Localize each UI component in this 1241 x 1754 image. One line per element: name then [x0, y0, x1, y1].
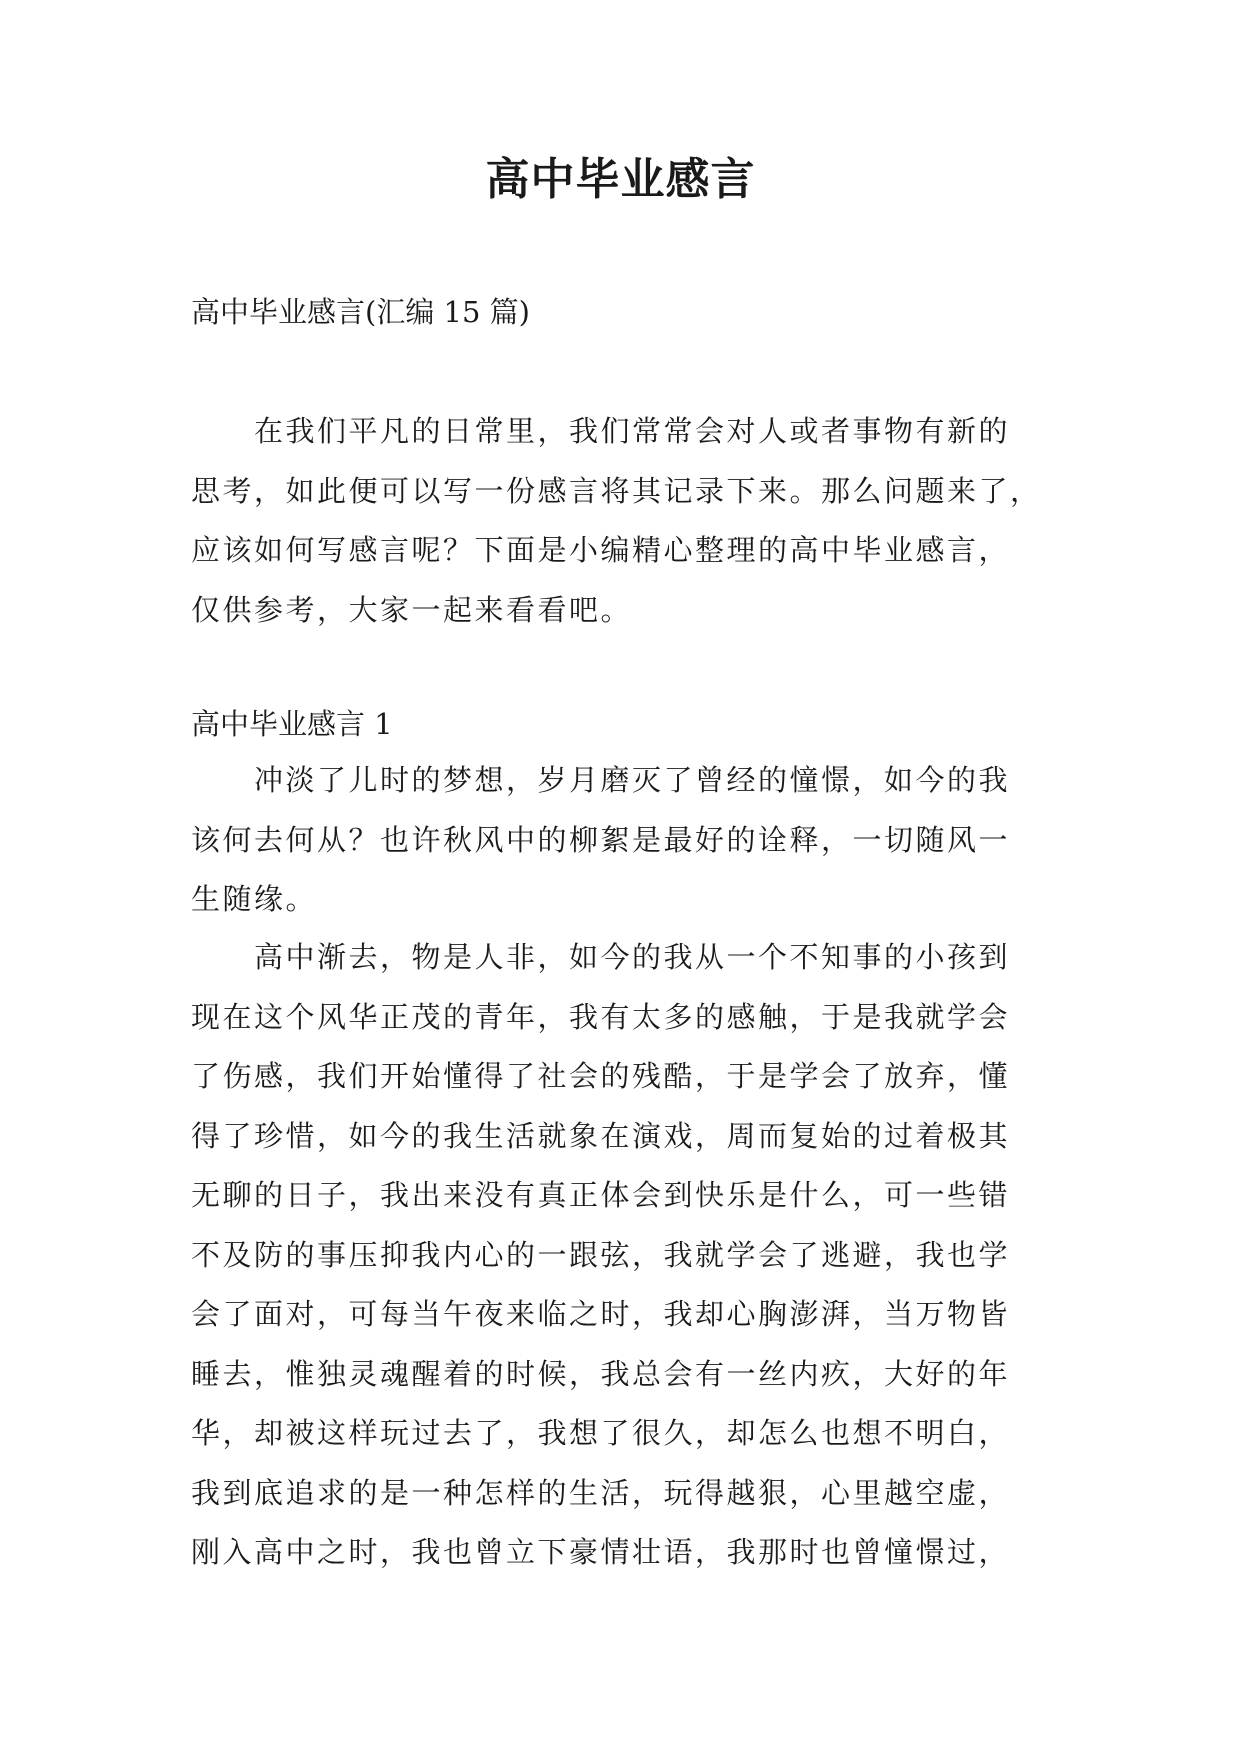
paragraph-line: 无聊的日子，我出来没有真正体会到快乐是什么，可一些错	[191, 1178, 1011, 1212]
paragraph-line: 高中渐去，物是人非，如今的我从一个不知事的小孩到	[191, 940, 1011, 974]
intro-paragraph	[191, 402, 1042, 640]
paragraph-line: 我到底追求的是一种怎样的生活，玩得越狠，心里越空虚，	[191, 1475, 1011, 1510]
intro-line: 思考，如此便可以写一份感言将其记录下来。那么问题来了，	[191, 473, 1042, 508]
intro-line: 在我们平凡的日常里，我们常常会对人或者事物有新的	[191, 414, 1011, 448]
intro-line: 应该如何写感言呢？下面是小编精心整理的高中毕业感言，	[191, 533, 1011, 567]
document-title: 高中毕业感言	[485, 154, 756, 205]
paragraph-line: 生随缘。	[191, 882, 318, 916]
intro-line: 仅供参考，大家一起来看看吧。	[191, 592, 633, 627]
paragraph-line: 得了珍惜，如今的我生活就象在演戏，周而复始的过着极其	[191, 1118, 1011, 1153]
paragraph-line: 该何去何从？也许秋风中的柳絮是最好的诠释，一切随风一	[191, 822, 1011, 857]
document-subtitle: 高中毕业感言(汇编 15 篇)	[191, 295, 530, 329]
paragraph-line: 华，却被这样玩过去了，我想了很久，却怎么也想不明白，	[191, 1416, 1011, 1450]
section-heading: 高中毕业感言 1	[191, 707, 393, 741]
body-paragraph-1	[191, 751, 1010, 930]
paragraph-line: 会了面对，可每当午夜来临之时，我却心胸澎湃，当万物皆	[191, 1297, 1011, 1331]
body-paragraph-2	[191, 928, 1010, 1583]
paragraph-line: 不及防的事压抑我内心的一跟弦，我就学会了逃避，我也学	[191, 1237, 1011, 1272]
paragraph-line: 刚入高中之时，我也曾立下豪情壮语，我那时也曾憧憬过，	[191, 1535, 1011, 1569]
paragraph-line: 睡去，惟独灵魂醒着的时候，我总会有一丝内疚，大好的年	[191, 1356, 1011, 1391]
paragraph-line: 现在这个风华正茂的青年，我有太多的感触，于是我就学会	[191, 999, 1011, 1034]
paragraph-line: 冲淡了儿时的梦想，岁月磨灭了曾经的憧憬，如今的我	[191, 763, 1011, 797]
paragraph-line: 了伤感，我们开始懂得了社会的残酷，于是学会了放弃，懂	[191, 1059, 1011, 1093]
